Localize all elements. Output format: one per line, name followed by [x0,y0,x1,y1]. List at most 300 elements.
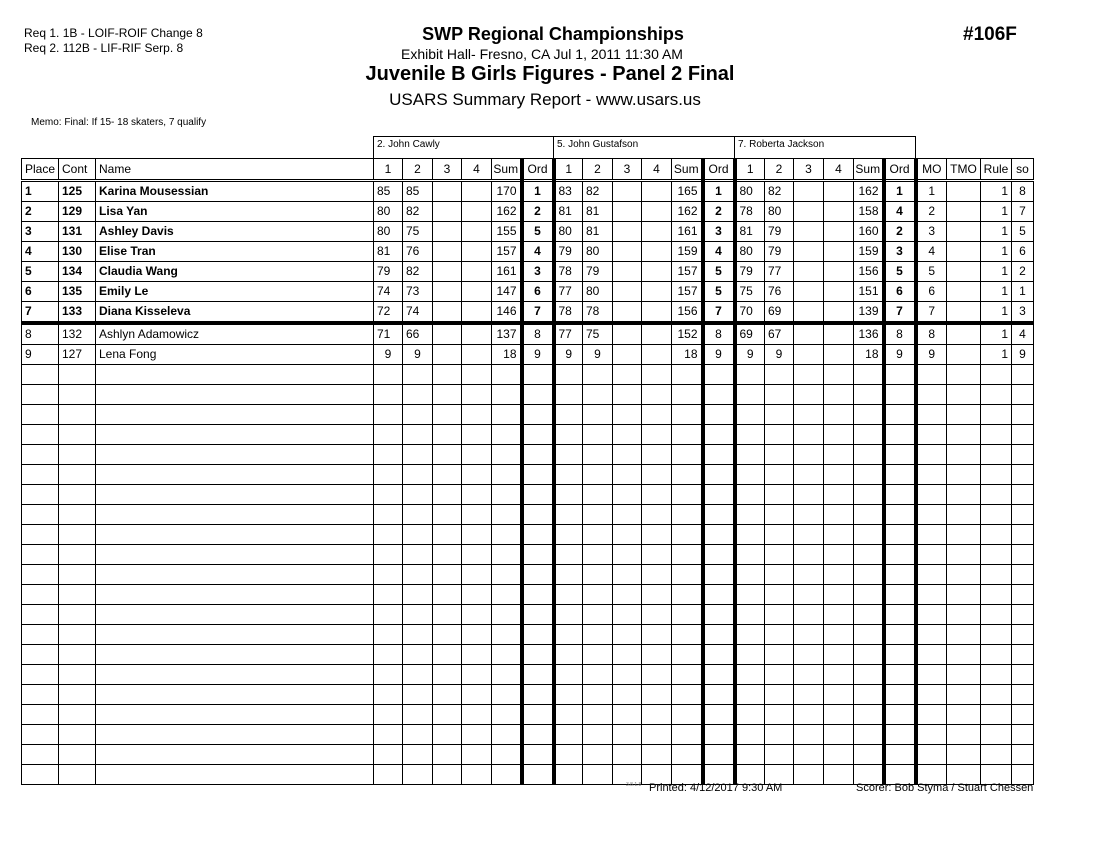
empty-cell [374,505,403,525]
empty-cell [642,625,672,645]
empty-cell [794,705,824,725]
empty-cell [672,385,703,405]
judge-2-ordinal-cell: 8 [703,323,735,345]
col-j3-fig3: 3 [794,159,824,181]
empty-cell [492,545,522,565]
empty-cell [884,465,916,485]
judge-3-name: 7. Roberta Jackson [735,137,916,159]
empty-cell [765,565,794,585]
judge-3-figure-4-cell [824,282,854,302]
empty-cell [981,685,1012,705]
empty-cell [59,545,96,565]
judge-1-figure-3-cell [433,282,462,302]
judge-3-sum-cell: 136 [854,323,884,345]
empty-cell [916,585,947,605]
empty-cell [374,625,403,645]
empty-cell [403,545,433,565]
empty-cell [765,505,794,525]
judge-1-sum-cell: 170 [492,181,522,202]
judge-2-name: 5. John Gustafson [554,137,735,159]
empty-cell [642,365,672,385]
judge-2-figure-3-cell [613,282,642,302]
empty-cell [96,385,374,405]
empty-cell [981,585,1012,605]
empty-cell [403,705,433,725]
judge-3-figure-1-cell: 81 [735,222,765,242]
cont-cell: 125 [59,181,96,202]
empty-cell [59,625,96,645]
empty-cell [433,625,462,645]
judge-2-figure-1-cell: 83 [554,181,583,202]
empty-cell [403,445,433,465]
competition-title: SWP Regional Championships [422,24,684,44]
empty-cell [613,585,642,605]
empty-cell [947,645,981,665]
empty-cell [433,705,462,725]
judge-1-sum-cell: 155 [492,222,522,242]
empty-cell [522,445,554,465]
empty-cell [947,505,981,525]
empty-cell [765,465,794,485]
empty-cell [947,565,981,585]
empty-cell [947,465,981,485]
mo-cell: 8 [916,323,947,345]
empty-cell [462,425,492,445]
empty-cell [522,545,554,565]
empty-cell [765,625,794,645]
empty-cell [522,565,554,585]
empty-cell [613,425,642,445]
judge-3-figure-2-cell: 80 [765,202,794,222]
empty-row [22,405,1034,425]
empty-cell [672,725,703,745]
empty-cell [96,585,374,605]
empty-cell [1012,385,1034,405]
judge-2-ordinal-cell: 5 [703,262,735,282]
empty-cell [554,765,583,785]
judge-2-sum-cell: 157 [672,282,703,302]
judge-2-figure-2-cell: 80 [583,242,613,262]
empty-cell [374,765,403,785]
empty-cell [403,385,433,405]
empty-cell [462,505,492,525]
empty-cell [981,565,1012,585]
empty-cell [854,365,884,385]
empty-cell [522,405,554,425]
judge-2-figure-3-cell [613,222,642,242]
judge-1-figure-3-cell [433,242,462,262]
empty-cell [22,365,59,385]
empty-cell [613,565,642,585]
judge-1-figure-1-cell: 72 [374,302,403,324]
empty-cell [403,505,433,525]
empty-cell [583,625,613,645]
col-j3-sum: Sum [854,159,884,181]
empty-cell [981,725,1012,745]
judge-1-ordinal-cell: 1 [522,181,554,202]
so-cell: 6 [1012,242,1034,262]
empty-cell [703,585,735,605]
place-cell: 7 [22,302,59,324]
judge-3-figure-1-cell: 78 [735,202,765,222]
empty-cell [735,645,765,665]
empty-cell [522,745,554,765]
empty-cell [583,385,613,405]
empty-cell [672,405,703,425]
empty-cell [433,445,462,465]
empty-cell [703,465,735,485]
empty-cell [824,405,854,425]
place-cell: 4 [22,242,59,262]
empty-cell [703,405,735,425]
empty-cell [522,585,554,605]
skater-name-cell: Claudia Wang [96,262,374,282]
empty-cell [403,425,433,445]
cont-cell: 133 [59,302,96,324]
empty-cell [916,625,947,645]
empty-cell [735,465,765,485]
empty-cell [522,385,554,405]
empty-cell [22,665,59,685]
rule-cell: 1 [981,302,1012,324]
empty-cell [703,445,735,465]
empty-cell [672,605,703,625]
empty-cell [59,465,96,485]
judge-1-figure-2-cell: 9 [403,345,433,365]
empty-cell [583,645,613,665]
empty-cell [854,425,884,445]
empty-cell [22,505,59,525]
empty-cell [403,625,433,645]
empty-cell [884,565,916,585]
empty-cell [854,405,884,425]
judge-1-figure-4-cell [462,222,492,242]
empty-cell [613,465,642,485]
empty-cell [613,485,642,505]
empty-row [22,745,1034,765]
judge-2-figure-1-cell: 9 [554,345,583,365]
cont-cell: 130 [59,242,96,262]
empty-cell [947,385,981,405]
empty-cell [492,605,522,625]
empty-cell [854,685,884,705]
empty-cell [735,705,765,725]
empty-cell [824,685,854,705]
judge-3-figure-4-cell [824,202,854,222]
judge-2-figure-1-cell: 81 [554,202,583,222]
empty-row [22,585,1034,605]
judge-1-sum-cell: 157 [492,242,522,262]
empty-cell [672,525,703,545]
place-cell: 9 [22,345,59,365]
empty-cell [916,465,947,485]
empty-cell [613,385,642,405]
empty-cell [765,405,794,425]
skater-name-cell: Lisa Yan [96,202,374,222]
empty-row [22,705,1034,725]
judge-2-figure-4-cell [642,202,672,222]
empty-row [22,625,1034,645]
tmo-cell [947,323,981,345]
judge-3-ordinal-cell: 2 [884,222,916,242]
requirement-2: Req 2. 112B - LIF-RIF Serp. 8 [24,41,184,55]
empty-cell [981,445,1012,465]
empty-cell [916,505,947,525]
empty-cell [824,565,854,585]
empty-cell [59,525,96,545]
judge-2-figure-2-cell: 9 [583,345,613,365]
empty-cell [554,645,583,665]
col-j3-fig2: 2 [765,159,794,181]
empty-cell [462,485,492,505]
judge-1-figure-3-cell [433,345,462,365]
empty-cell [492,465,522,485]
empty-cell [492,365,522,385]
place-cell: 8 [22,323,59,345]
empty-cell [96,505,374,525]
empty-cell [854,585,884,605]
empty-cell [403,525,433,545]
judge-3-figure-1-cell: 80 [735,181,765,202]
empty-cell [583,545,613,565]
empty-cell [403,685,433,705]
empty-cell [583,565,613,585]
empty-cell [642,565,672,585]
empty-cell [96,665,374,685]
judge-1-sum-cell: 147 [492,282,522,302]
judge-3-ordinal-cell: 8 [884,323,916,345]
empty-cell [59,745,96,765]
judge-3-ordinal-cell: 1 [884,181,916,202]
judge-2-sum-cell: 152 [672,323,703,345]
col-tmo: TMO [947,159,981,181]
empty-cell [884,725,916,745]
empty-cell [703,725,735,745]
empty-cell [403,565,433,585]
empty-cell [981,465,1012,485]
empty-cell [433,365,462,385]
rule-cell: 1 [981,282,1012,302]
empty-cell [22,585,59,605]
mo-cell: 2 [916,202,947,222]
empty-cell [1012,405,1034,425]
mo-cell: 9 [916,345,947,365]
empty-cell [947,525,981,545]
judge-2-sum-cell: 165 [672,181,703,202]
empty-cell [824,465,854,485]
place-cell: 5 [22,262,59,282]
judge-header-row [22,137,1034,159]
empty-cell [433,645,462,665]
empty-cell [374,405,403,425]
empty-cell [554,685,583,705]
empty-cell [642,525,672,545]
judge-2-figure-4-cell [642,323,672,345]
empty-cell [794,565,824,585]
empty-cell [433,525,462,545]
empty-cell [703,485,735,505]
empty-cell [522,725,554,745]
empty-cell [492,705,522,725]
empty-cell [554,445,583,465]
empty-cell [884,665,916,685]
judge-3-figure-1-cell: 80 [735,242,765,262]
empty-cell [1012,605,1034,625]
empty-cell [492,505,522,525]
empty-cell [794,445,824,465]
table-row [22,282,1034,302]
empty-cell [374,525,403,545]
empty-cell [794,425,824,445]
empty-cell [703,525,735,545]
tmo-cell [947,282,981,302]
judge-1-ordinal-cell: 2 [522,202,554,222]
table-row [22,202,1034,222]
empty-cell [765,685,794,705]
empty-cell [554,725,583,745]
judge-2-ordinal-cell: 2 [703,202,735,222]
empty-cell [583,665,613,685]
judge-2-ordinal-cell: 9 [703,345,735,365]
empty-cell [492,765,522,785]
empty-cell [462,705,492,725]
judge-2-sum-cell: 159 [672,242,703,262]
empty-cell [703,365,735,385]
empty-cell [22,445,59,465]
empty-row [22,565,1034,585]
empty-cell [794,725,824,745]
empty-cell [884,425,916,445]
empty-cell [462,365,492,385]
judge-2-figure-4-cell [642,345,672,365]
empty-cell [59,685,96,705]
empty-cell [583,465,613,485]
empty-cell [22,705,59,725]
empty-cell [765,365,794,385]
empty-cell [59,765,96,785]
table-row [22,181,1034,202]
empty-row [22,385,1034,405]
empty-cell [403,485,433,505]
judge-2-sum-cell: 157 [672,262,703,282]
empty-cell [96,365,374,385]
empty-cell [981,425,1012,445]
empty-cell [462,685,492,705]
judge-3-figure-1-cell: 69 [735,323,765,345]
table-row [22,323,1034,345]
empty-cell [96,445,374,465]
empty-cell [735,445,765,465]
empty-cell [433,745,462,765]
empty-cell [462,625,492,645]
table-row [22,302,1034,324]
col-j1-fig4: 4 [462,159,492,181]
judge-1-figure-2-cell: 85 [403,181,433,202]
judge-3-sum-cell: 156 [854,262,884,282]
empty-cell [1012,425,1034,445]
empty-cell [824,745,854,765]
empty-cell [947,545,981,565]
cont-cell: 127 [59,345,96,365]
col-j3-ord: Ord [884,159,916,181]
empty-cell [794,525,824,545]
empty-cell [642,465,672,485]
empty-cell [854,485,884,505]
judge-1-figure-2-cell: 73 [403,282,433,302]
empty-row [22,545,1034,565]
empty-cell [96,765,374,785]
empty-cell [96,405,374,425]
judge-2-ordinal-cell: 4 [703,242,735,262]
empty-cell [433,585,462,605]
empty-cell [981,665,1012,685]
empty-cell [735,685,765,705]
judge-3-figure-2-cell: 76 [765,282,794,302]
judge-2-figure-3-cell [613,345,642,365]
empty-cell [1012,565,1034,585]
empty-cell [884,625,916,645]
empty-cell [916,425,947,445]
empty-cell [854,465,884,485]
empty-cell [947,685,981,705]
empty-cell [703,565,735,585]
empty-row [22,645,1034,665]
empty-cell [462,745,492,765]
judge-1-ordinal-cell: 8 [522,323,554,345]
empty-cell [947,605,981,625]
judge-3-ordinal-cell: 5 [884,262,916,282]
empty-cell [59,485,96,505]
empty-cell [433,665,462,685]
empty-cell [981,545,1012,565]
event-number: #106F [963,24,1017,45]
empty-cell [522,465,554,485]
empty-cell [554,525,583,545]
empty-cell [583,365,613,385]
col-j2-fig1: 1 [554,159,583,181]
so-cell: 9 [1012,345,1034,365]
empty-cell [947,725,981,745]
empty-cell [824,725,854,745]
empty-cell [824,625,854,645]
empty-cell [765,445,794,465]
empty-cell [642,505,672,525]
col-j1-fig3: 3 [433,159,462,181]
empty-cell [492,645,522,665]
so-cell: 2 [1012,262,1034,282]
empty-cell [613,365,642,385]
tmo-cell [947,242,981,262]
empty-cell [672,465,703,485]
empty-cell [824,545,854,565]
empty-cell [824,665,854,685]
judge-2-figure-4-cell [642,262,672,282]
empty-cell [433,425,462,445]
table-row [22,345,1034,365]
empty-cell [794,465,824,485]
empty-cell [554,505,583,525]
empty-cell [22,685,59,705]
empty-cell [703,645,735,665]
empty-cell [642,405,672,425]
col-j2-fig2: 2 [583,159,613,181]
empty-cell [1012,585,1034,605]
empty-cell [824,645,854,665]
empty-cell [947,485,981,505]
empty-row [22,465,1034,485]
empty-cell [794,685,824,705]
empty-cell [403,745,433,765]
